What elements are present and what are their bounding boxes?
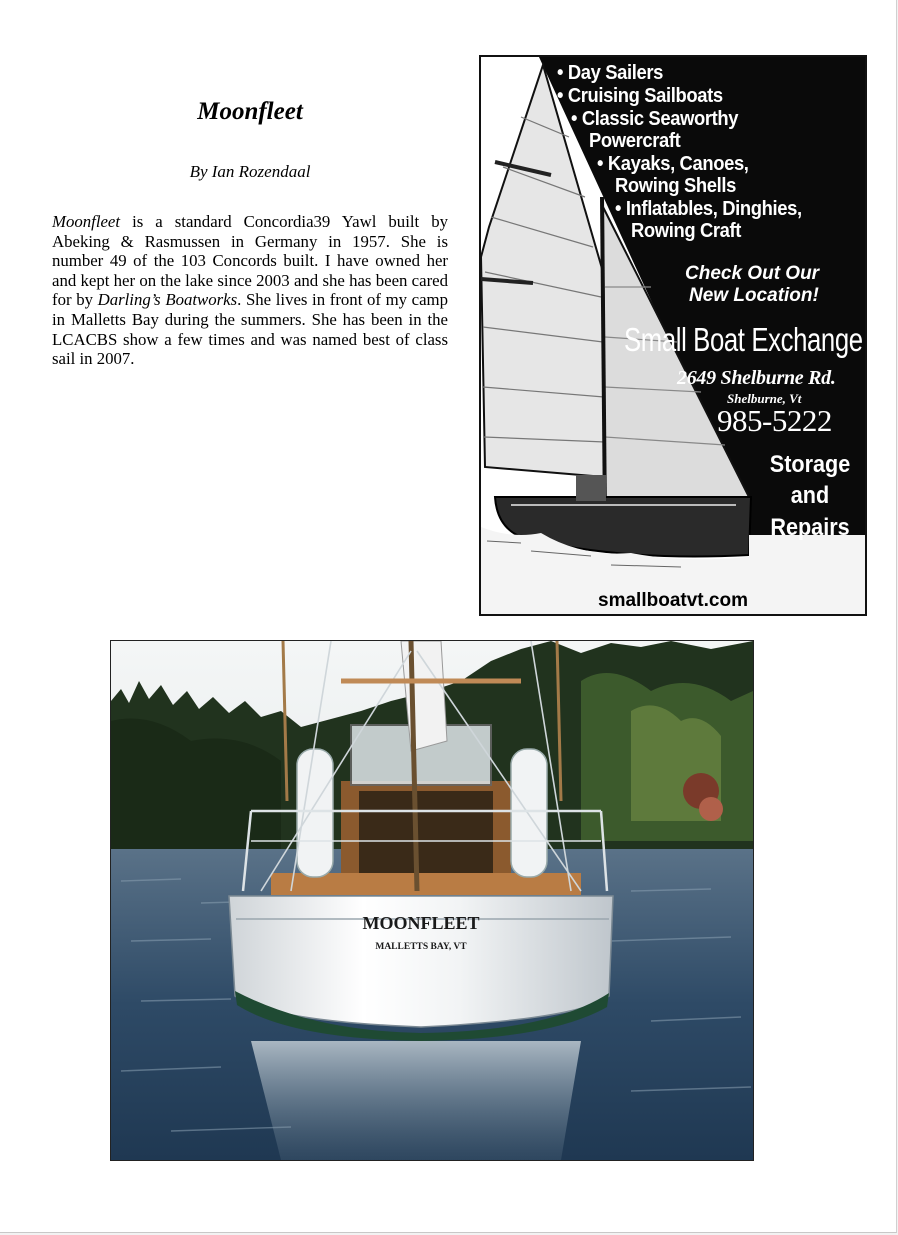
boat-name: Moonfleet (52, 212, 121, 231)
business-address: 2649 Shelburne Rd. (677, 367, 836, 389)
product-rowing-craft: Rowing Craft (631, 220, 742, 242)
product-rowing-shells: Rowing Shells (615, 175, 736, 197)
business-name: Small Boat Exchange (624, 321, 863, 358)
business-phone: 985-5222 (717, 403, 832, 438)
website-url: smallboatvt.com (598, 590, 748, 611)
article-title: Moonfleet (197, 98, 303, 125)
service-storage: Storage (769, 451, 851, 478)
service-and: and (790, 482, 830, 509)
product-day-sailers: • Day Sailers (557, 62, 664, 84)
product-classic-seaworthy: • Classic Seaworthy (571, 108, 739, 130)
boatworks-name: Darling’s Boatworks (97, 290, 238, 310)
product-inflatables-dinghies: • Inflatables, Dinghies, (615, 198, 802, 220)
transom-hailing-port: MALLETTS BAY, VT (375, 942, 467, 952)
business-city: Shelburne, Vt (727, 391, 802, 406)
article-body (52, 212, 448, 369)
product-kayaks-canoes: • Kayaks, Canoes, (597, 153, 749, 175)
service-repairs: Repairs (770, 514, 850, 541)
article-byline: By Ian Rozendaal (189, 162, 311, 181)
product-cruising-sailboats: • Cruising Sailboats (557, 85, 723, 107)
body-text-part1: is a standard Concordia39 Yawl built by Abeking & Rasmussen in Germany in 1957. She is number 49 of the 103 Concords built. I have owned her and kept her on the lake since 2003 and she has been cared for by (52, 212, 448, 310)
body-text-part2: . She lives in front of my camp in Malletts Bay during the summers. She has been in the LCACBS show a few times and was named best of class sail in 2007. (52, 290, 448, 369)
callout-line1: Check Out Our (685, 263, 820, 284)
boat-photo (110, 640, 754, 1161)
callout-line2: New Location! (689, 285, 819, 306)
advertisement (479, 55, 867, 616)
product-powercraft: Powercraft (589, 130, 681, 152)
transom-name: MOONFLEET (362, 913, 480, 933)
